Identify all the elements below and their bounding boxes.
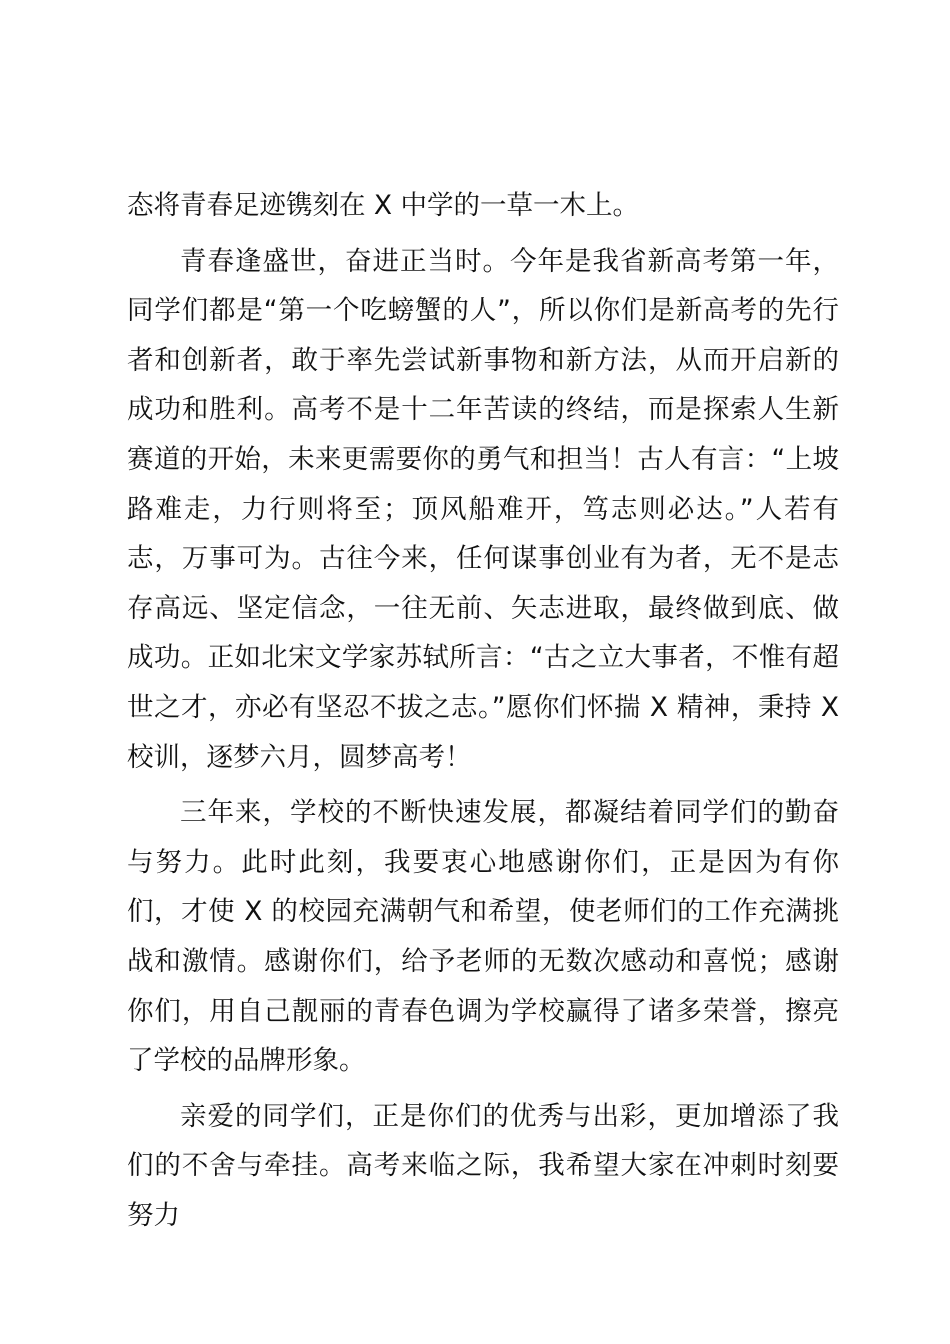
paragraph-farewell: 亲爱的同学们，正是你们的优秀与出彩，更加增添了我们的不舍与牵挂。高考来临之际，我希望大家在冲刺时刻要努力: [127, 1100, 839, 1231]
paragraph-gratitude: 三年来，学校的不断快速发展，都凝结着同学们的勤奋与努力。此时此刻，我要衷心地感谢你们，正是因为有你们，才使 X 的校园充满朝气和希望，使老师们的工作充满挑战和激情。感谢你们，给予老师的无数次感动和喜悦；感谢你们，用自己靓丽的青春色调为学校赢得了诸多荣誉，擦亮了学校的品牌形象。: [127, 797, 839, 1077]
document-body: [127, 181, 839, 1240]
paragraph-youth: 青春逢盛世，奋进正当时。今年是我省新高考第一年，同学们都是“第一个吃螃蟹的人”，所以你们是新高考的先行者和创新者，敢于率先尝试新事物和新方法，从而开启新的成功和胜利。高考不是十二年苦读的终结，而是探索人生新赛道的开始，未来更需要你的勇气和担当！古人有言：“上坡路难走，力行则将至；顶风船难开，笃志则必达。”人若有志，万事可为。古往今来，任何谋事创业有为者，无不是志存高远、坚定信念，一往无前、矢志进取，最终做到底、做成功。正如北宋文学家苏轼所言：“古之立大事者，不惟有超世之才，亦必有坚忍不拔之志。”愿你们怀揣 X 精神，秉持 X 校训，逐梦六月，圆梦高考！: [127, 245, 839, 773]
paragraph-continuation: 态将青春足迹镌刻在 X 中学的一草一木上。: [127, 190, 640, 221]
